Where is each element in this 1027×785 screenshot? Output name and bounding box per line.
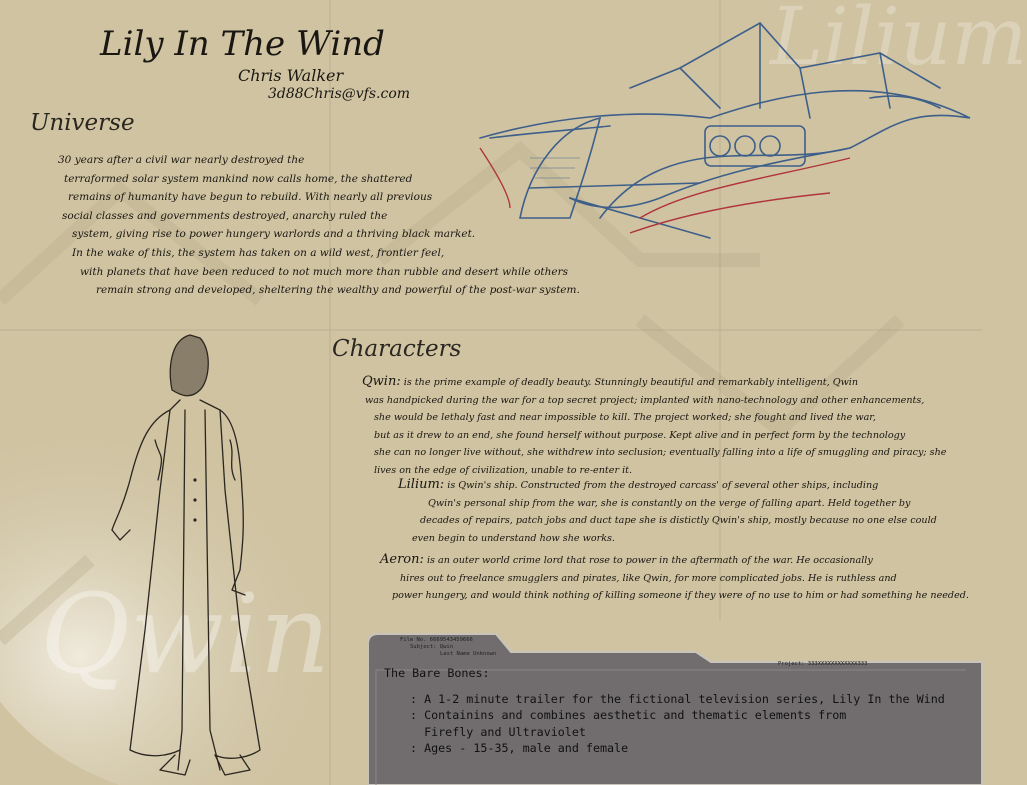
qwin-line: she can no longer live without, she withdrew into seclusion; eventually falling into a life of smuggling and piracy; she	[374, 447, 947, 459]
universe-line: with planets that have been reduced to not much more than rubble and desert while others	[80, 265, 569, 278]
universe-paragraph	[58, 151, 580, 300]
file-number: File No. 6669543459666	[400, 637, 473, 643]
bare-bones-list	[410, 691, 945, 756]
universe-line: social classes and governments destroyed, anarchy ruled the	[62, 209, 388, 222]
universe-heading: Universe	[30, 110, 135, 136]
lilium-line: Qwin's personal ship from the war, she is constantly on the verge of falling apart. Held together by	[428, 497, 911, 509]
universe-line: remains of humanity have begun to rebuild. With nearly all previous	[68, 191, 433, 204]
file-subject: Subject: Qwin	[410, 644, 454, 650]
page-title: Lily In The Wind	[100, 24, 385, 64]
qwin-line: was handpicked during the war for a top secret project; implanted with nano-technology and other enhancements,	[365, 394, 925, 406]
lilium-watermark: Lilium	[770, 0, 1027, 83]
list-item: Firefly and Ultraviolet	[410, 724, 586, 739]
lilium-line: even begin to understand how she works.	[412, 532, 615, 544]
aeron-line: hires out to freelance smugglers and pirates, like Qwin, for more complicated jobs. He is ruthless and	[400, 572, 897, 584]
qwin-line: she would be lethaly fast and near impossible to kill. The project worked; she fought and lived the war,	[374, 412, 876, 424]
universe-line: In the wake of this, the system has taken on a wild west, frontier feel,	[72, 246, 445, 259]
qwin-description	[362, 373, 946, 480]
qwin-line: lives on the edge of civilization, unable to re-enter it.	[374, 464, 633, 476]
universe-line: 30 years after a civil war nearly destroyed the	[58, 154, 305, 166]
aeron-line: is an outer world crime lord that rose to power in the aftermath of the war. He occasionally	[426, 555, 873, 566]
list-item: : A 1-2 minute trailer for the fictional television series, Lily In the Wind	[410, 692, 945, 706]
qwin-figure-sketch-image	[100, 330, 320, 780]
characters-heading: Characters	[332, 336, 462, 362]
list-item: : Containins and combines aesthetic and thematic elements from	[410, 708, 847, 723]
universe-line: terraformed solar system mankind now calls home, the shattered	[64, 172, 413, 185]
lilium-line: is Qwin's ship. Constructed from the destroyed carcass' of several other ships, including	[447, 480, 879, 491]
list-item: : Ages - 15-35, male and female	[410, 740, 629, 755]
aeron-description	[380, 551, 969, 605]
qwin-name: Qwin:	[362, 374, 401, 389]
file-project: Project: 333XXXXXXXXXXXX333	[778, 661, 868, 667]
qwin-line: is the prime example of deadly beauty. Stunningly beautiful and remarkably intelligent, Qwin	[403, 377, 859, 388]
universe-line: system, giving rise to power hungery warlords and a thriving black market.	[72, 228, 476, 241]
lilium-description	[398, 476, 937, 547]
universe-line: remain strong and developed, sheltering the wealthy and powerful of the post-war system.	[96, 284, 580, 297]
author-name: Chris Walker	[238, 66, 344, 85]
qwin-watermark: Qwin	[40, 570, 331, 698]
file-last-name: Last Name Unknown	[440, 651, 497, 657]
qwin-line: but as it drew to an end, she found herself without purpose. Kept alive and in perfect form by the technology	[374, 429, 906, 441]
aeron-name: Aeron:	[380, 552, 424, 567]
lilium-line: decades of repairs, patch jobs and duct tape she is distictly Qwin's ship, mostly because no one else could	[420, 515, 937, 527]
lilium-name: Lilium:	[398, 477, 445, 492]
bare-bones-heading: The Bare Bones:	[384, 666, 490, 680]
aeron-line: power hungery, and would think nothing of killing someone if they were of no use to him or had something he needed.	[392, 590, 969, 602]
author-email: 3d88Chris@vfs.com	[268, 86, 411, 102]
